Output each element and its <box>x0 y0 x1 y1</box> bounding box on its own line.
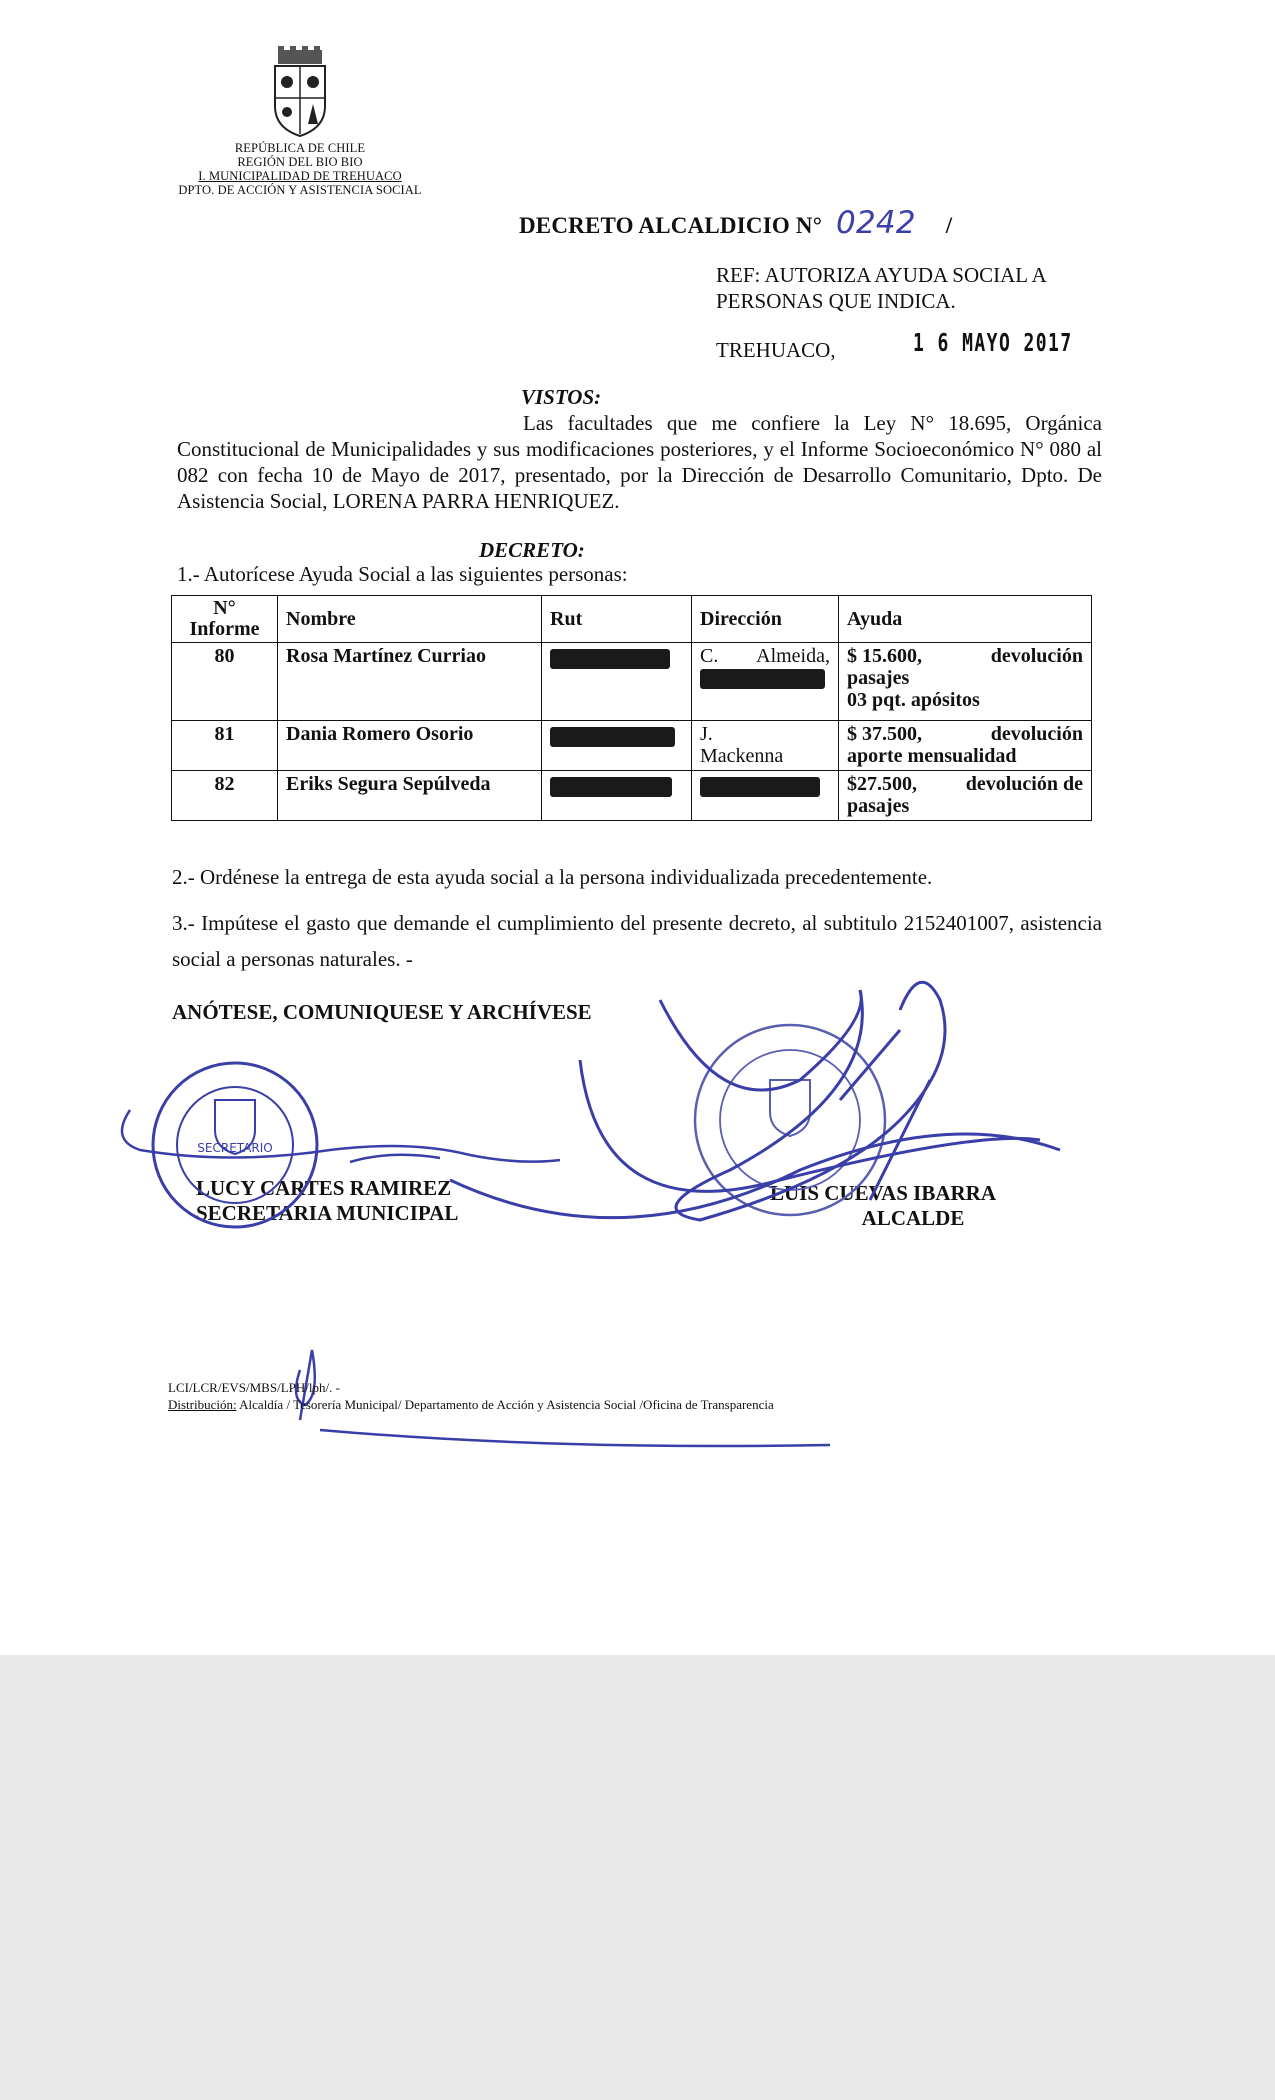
cell-nombre: Eriks Segura Sepúlveda <box>278 771 542 821</box>
cell-word: devolución de <box>965 773 1083 795</box>
item-2: 2.- Ordénese la entrega de esta ayuda social a la persona individualizada precedentemente. <box>172 865 933 889</box>
secretary-name: LUCY CARTES RAMIREZ <box>196 1176 452 1200</box>
mayor-name: LUIS CUEVAS IBARRA <box>770 1181 997 1205</box>
redaction-mark <box>550 777 672 797</box>
reference-line: PERSONAS QUE INDICA. <box>716 289 956 313</box>
redaction-mark <box>700 669 825 689</box>
decree-title <box>519 205 952 241</box>
institution-header <box>150 141 450 197</box>
column-header: Rut <box>542 596 692 643</box>
cell-ayuda <box>839 721 1092 771</box>
item-3: 3.- Impútese el gasto que demande el cumplimiento del presente decreto, al subtitulo 2152401007, asistencia social a personas naturales. - <box>172 911 1102 971</box>
table-row <box>172 771 1092 821</box>
cell-word: $ 37.500, <box>847 723 922 745</box>
cell-word: Almeida, <box>756 645 830 667</box>
cell-word: C. <box>700 645 719 667</box>
signatory-secretary <box>196 1176 458 1226</box>
cell-nombre: Rosa Martínez Curriao <box>278 643 542 721</box>
cell-ayuda <box>839 771 1092 821</box>
table-row <box>172 721 1092 771</box>
column-header: Dirección <box>692 596 839 643</box>
cell-direccion <box>692 721 839 771</box>
cell-line <box>847 645 1083 667</box>
cell-line: 03 pqt. apósitos <box>847 689 980 711</box>
cell-informe: 80 <box>172 643 278 721</box>
column-header-line: N° <box>213 597 236 619</box>
reference-line: REF: AUTORIZA AYUDA SOCIAL A <box>716 263 1047 287</box>
cell-direccion <box>692 771 839 821</box>
cell-rut <box>542 721 692 771</box>
stamp-text: SECRETARIO <box>197 1141 273 1155</box>
mayor-title: ALCALDE <box>861 1206 965 1230</box>
cell-word: $ 15.600, <box>847 645 922 667</box>
secretary-signature <box>122 1110 560 1162</box>
place: TREHUACO, <box>716 338 836 362</box>
cell-line <box>847 723 1083 745</box>
table-header-row <box>172 596 1092 643</box>
cell-informe: 82 <box>172 771 278 821</box>
table-row <box>172 643 1092 721</box>
cell-word: $27.500, <box>847 773 917 795</box>
cell-line: aporte mensualidad <box>847 745 1017 767</box>
distribution-list: Alcaldía / Tesorería Municipal/ Departamento de Acción y Asistencia Social /Oficina de Transparencia <box>239 1397 774 1412</box>
cell-line: pasajes <box>847 795 910 817</box>
vistos-heading: VISTOS: <box>521 385 602 409</box>
distribution-label: Distribución: <box>168 1397 237 1412</box>
signatory-mayor <box>770 1181 996 1231</box>
footer-initials: LCI/LCR/EVS/MBS/LPH/lph/. - <box>168 1380 340 1395</box>
municipal-coat-of-arms <box>270 46 330 138</box>
header-line: DPTO. DE ACCIÓN Y ASISTENCIA SOCIAL <box>178 183 422 197</box>
vistos-paragraph: Las facultades que me confiere la Ley N° 18.695, Orgánica Constitucional de Municipalidades y sus modificaciones posteriores, y el Informe Socioeconómico N° 080 al 082 con fecha 10 de Mayo de 2017, presentado, por la Dirección de Desarrollo Comunitario, Dpto. De Asistencia Social, LORENA PARRA HENRIQUEZ. <box>177 411 1102 513</box>
cell-rut <box>542 771 692 821</box>
footer <box>168 1379 1068 1413</box>
column-header <box>172 596 278 643</box>
redaction-mark <box>700 777 820 797</box>
redaction-mark <box>550 649 670 669</box>
header-line: REPÚBLICA DE CHILE <box>234 141 366 155</box>
cell-informe: 81 <box>172 721 278 771</box>
cell-direccion <box>692 643 839 721</box>
column-header: Nombre <box>278 596 542 643</box>
cell-ayuda <box>839 643 1092 721</box>
cell-line <box>700 645 830 667</box>
item-1: 1.- Autorícese Ayuda Social a las siguientes personas: <box>177 562 628 586</box>
date-stamp: 1 6 MAYO 2017 <box>913 328 1073 357</box>
decree-title-text: DECRETO ALCALDICIO N° <box>519 213 823 238</box>
cell-line: pasajes <box>847 667 910 689</box>
cell-word: devolución <box>990 723 1083 745</box>
header-line: REGIÓN DEL BIO BIO <box>237 155 363 169</box>
decree-number: 0242 <box>836 205 916 241</box>
decreto-heading: DECRETO: <box>479 538 585 562</box>
cell-word: devolución <box>990 645 1083 667</box>
cell-line: J. <box>700 723 713 745</box>
decree-slash: / <box>945 213 953 238</box>
header-line: I. MUNICIPALIDAD DE TREHUACO <box>198 169 402 183</box>
footer-distribution <box>168 1396 1068 1413</box>
closing-formula: ANÓTESE, COMUNIQUESE Y ARCHÍVESE <box>172 1000 592 1024</box>
cell-line <box>847 773 1083 795</box>
reference <box>716 262 1096 314</box>
beneficiaries-table <box>171 595 1092 821</box>
cell-rut <box>542 643 692 721</box>
column-header: Ayuda <box>839 596 1092 643</box>
column-header-line: Informe <box>189 618 260 640</box>
secretary-title: SECRETARIA MUNICIPAL <box>196 1201 459 1225</box>
cell-line: Mackenna <box>700 745 784 767</box>
cell-nombre: Dania Romero Osorio <box>278 721 542 771</box>
redaction-mark <box>550 727 675 747</box>
